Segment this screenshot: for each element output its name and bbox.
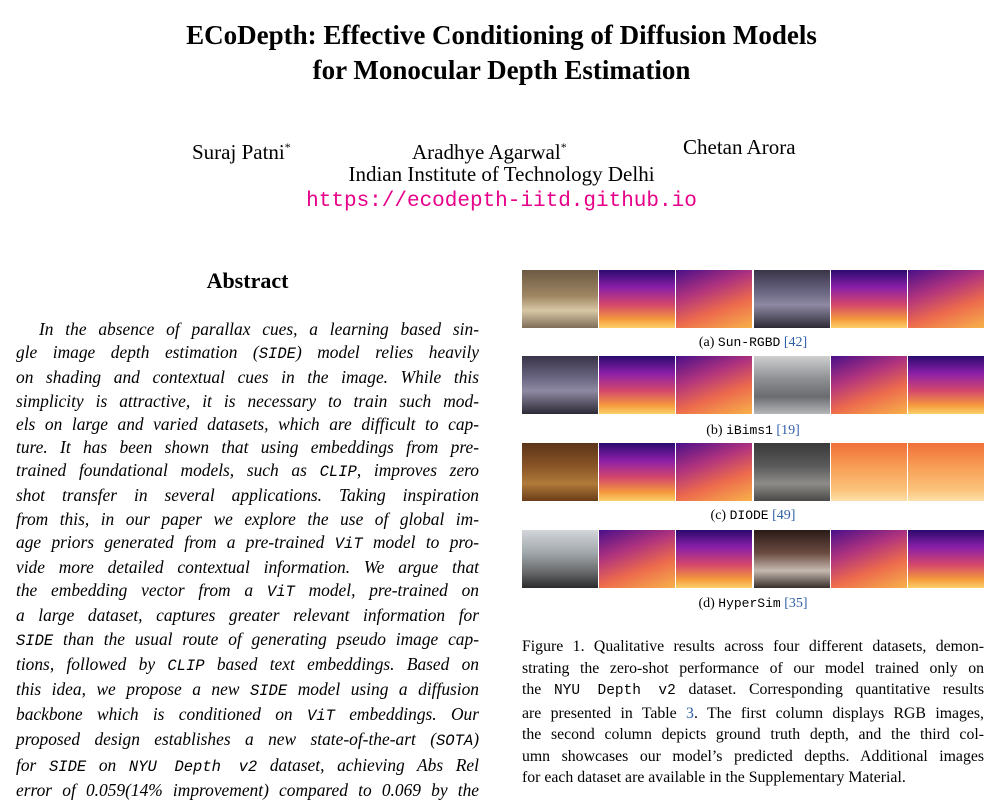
paper-title-line-1: ECoDepth: Effective Conditioning of Diffusion Models xyxy=(186,20,817,50)
mono-term: CLIP xyxy=(319,463,357,482)
text-line xyxy=(16,779,479,802)
gt-depth-image xyxy=(831,356,907,414)
gt-depth-image xyxy=(599,530,675,588)
text-line xyxy=(16,754,479,779)
text-line xyxy=(16,413,479,436)
text-segment: Figure 1. Qualitative results across four different datasets, demon- xyxy=(522,638,984,655)
text-segment: ture. It has been shown that using embeddings from pre- xyxy=(16,437,479,458)
subcaption-a xyxy=(522,335,984,351)
text-segment: the second column depicts ground truth depth, and the third col- xyxy=(522,726,984,743)
dataset-name: DIODE xyxy=(729,508,769,523)
project-url-link[interactable]: https://ecodepth-iitd.github.io xyxy=(306,190,697,213)
rgb-image xyxy=(522,443,598,501)
figure-row-sun-rgbd xyxy=(522,270,984,328)
mono-term: ViT xyxy=(306,707,335,726)
text-line xyxy=(16,484,479,507)
author-name: Chetan Arora xyxy=(683,135,796,159)
rgb-image xyxy=(754,270,830,328)
gt-depth-image xyxy=(599,270,675,328)
text-line xyxy=(522,724,984,746)
text-line xyxy=(522,746,984,768)
subcaption-b xyxy=(522,423,984,439)
text-line xyxy=(16,728,479,753)
text-line xyxy=(16,318,479,341)
text-line xyxy=(16,653,479,678)
citation-link[interactable]: [19] xyxy=(776,423,800,438)
figure-row-ibims1 xyxy=(522,356,984,414)
predicted-depth-image xyxy=(676,530,752,588)
text-segment: tions, followed by xyxy=(16,653,168,674)
mono-term: ViT xyxy=(266,583,295,602)
mono-term: SIDE xyxy=(16,631,54,650)
text-segment: based text embeddings. Based on xyxy=(204,653,479,674)
rgb-image xyxy=(522,270,598,328)
author-name: Suraj Patni xyxy=(192,140,285,164)
text-segment: simplicity is attractive, it is necessary to train such mod- xyxy=(16,390,479,411)
text-segment: dataset. Corresponding quantitative results xyxy=(675,681,984,698)
text-line xyxy=(522,703,984,725)
text-line xyxy=(16,436,479,459)
text-segment: age priors generated from a pre-trained xyxy=(16,531,335,552)
equal-contribution-mark: * xyxy=(284,140,291,154)
subcaption-label: (a) xyxy=(698,335,718,350)
text-segment: on shading and contextual cues in the image. While this xyxy=(16,367,479,388)
text-segment: error of 0.059(14% improvement) compared to 0.069 by the xyxy=(16,779,479,800)
text-line xyxy=(16,508,479,531)
mono-term: SIDE xyxy=(249,682,288,701)
text-segment: model using a diffusion xyxy=(287,679,480,700)
text-line xyxy=(522,658,984,680)
subcaption-label: (c) xyxy=(710,508,730,523)
text-line xyxy=(16,579,479,604)
text-segment: proposed design establishes a new state-of-the-art ( xyxy=(16,729,436,750)
text-segment: model, pre-trained on xyxy=(294,580,479,601)
text-segment: embeddings. Our xyxy=(334,704,479,725)
subcaption-d xyxy=(522,596,984,612)
text-segment: gle image depth estimation ( xyxy=(16,342,259,363)
predicted-depth-image xyxy=(908,356,984,414)
subcaption-label: (b) xyxy=(706,423,727,438)
text-segment: backbone which is conditioned on xyxy=(16,704,307,725)
text-segment: dataset, achieving Abs Rel xyxy=(257,754,479,775)
equal-contribution-mark: * xyxy=(560,140,567,154)
affiliation: Indian Institute of Technology Delhi xyxy=(348,162,655,186)
text-segment: ) model relies heavily xyxy=(295,342,479,363)
text-segment: model to pro- xyxy=(362,531,479,552)
gt-depth-image xyxy=(831,443,907,501)
rgb-image xyxy=(522,530,598,588)
text-line xyxy=(16,628,479,653)
author-name: Aradhye Agarwal xyxy=(412,140,561,164)
text-line xyxy=(16,390,479,413)
abstract-heading: Abstract xyxy=(206,268,289,293)
subcaption-c xyxy=(522,508,984,524)
text-segment: umn showcases our model’s predicted depths. Additional images xyxy=(522,747,984,765)
text-segment: on xyxy=(86,754,129,775)
text-segment: . The first column displays RGB images, xyxy=(693,704,985,722)
predicted-depth-image xyxy=(908,530,984,588)
gt-depth-image xyxy=(599,443,675,501)
text-segment: In the absence of parallax cues, a learning based sin- xyxy=(39,319,479,339)
text-line xyxy=(16,459,479,484)
mono-term: SIDE xyxy=(258,345,296,364)
text-segment: a large dataset, captures greater relevant information for xyxy=(16,605,479,626)
text-line xyxy=(16,604,479,627)
text-segment: trained foundational models, such as xyxy=(16,460,320,481)
table-reference-link[interactable]: 3 xyxy=(686,704,694,722)
text-segment: shot transfer in several applications. Taking inspiration xyxy=(16,485,479,506)
dataset-name: HyperSim xyxy=(718,596,781,611)
mono-term: NYU Depth v2 xyxy=(128,757,258,776)
gt-depth-image xyxy=(831,530,907,588)
text-segment: for each dataset are available in the Supplementary Material. xyxy=(522,769,906,786)
dataset-name: Sun-RGBD xyxy=(717,335,781,350)
mono-term: SIDE xyxy=(48,757,87,776)
text-segment: for xyxy=(16,754,49,775)
text-segment: from this, in our paper we explore the use of global im- xyxy=(16,508,479,529)
text-segment: strating the zero-shot performance of our model trained only on xyxy=(522,659,984,677)
text-line xyxy=(522,636,984,658)
predicted-depth-image xyxy=(908,270,984,328)
abstract-body xyxy=(16,318,479,802)
rgb-image xyxy=(754,530,830,588)
mono-term: ViT xyxy=(334,534,363,553)
predicted-depth-image xyxy=(908,443,984,501)
author-chetan-arora xyxy=(683,134,796,160)
text-segment: the embedding vector from a xyxy=(16,580,267,601)
paper-title-line-2: for Monocular Depth Estimation xyxy=(312,55,691,85)
text-segment: , improves zero xyxy=(356,460,479,481)
gt-depth-image xyxy=(831,270,907,328)
subcaption-label: (d) xyxy=(698,596,719,611)
citation-link[interactable]: [35] xyxy=(784,596,808,611)
rgb-image xyxy=(522,356,598,414)
text-segment: els on large and varied datasets, which are difficult to cap- xyxy=(16,413,479,434)
text-line xyxy=(16,556,479,579)
text-line xyxy=(16,531,479,556)
rgb-image xyxy=(754,356,830,414)
text-segment: are presented in Table xyxy=(522,704,687,722)
text-segment: ) xyxy=(473,729,479,750)
rgb-image xyxy=(754,443,830,501)
mono-term: NYU Depth v2 xyxy=(553,683,676,699)
mono-term: CLIP xyxy=(167,656,205,675)
text-segment: the xyxy=(522,681,554,698)
figure-row-diode xyxy=(522,443,984,501)
text-line xyxy=(16,678,479,703)
gt-depth-image xyxy=(599,356,675,414)
citation-link[interactable]: [42] xyxy=(783,335,808,350)
mono-term: SOTA xyxy=(435,732,474,751)
text-line xyxy=(522,679,984,703)
text-line xyxy=(16,341,479,366)
text-line xyxy=(16,366,479,389)
text-line xyxy=(522,767,984,789)
dataset-name: iBims1 xyxy=(726,423,773,438)
text-line xyxy=(16,703,479,728)
predicted-depth-image xyxy=(676,356,752,414)
predicted-depth-image xyxy=(676,443,752,501)
citation-link[interactable]: [49] xyxy=(772,508,796,523)
predicted-depth-image xyxy=(676,270,752,328)
text-segment: vide more detailed contextual information. We argue that xyxy=(16,557,479,578)
figure-caption xyxy=(522,636,984,789)
text-segment: than the usual route of generating pseudo image cap- xyxy=(53,628,479,649)
figure-row-hypersim xyxy=(522,530,984,588)
text-segment: this idea, we propose a new xyxy=(16,679,250,700)
paper-title xyxy=(0,18,1003,88)
